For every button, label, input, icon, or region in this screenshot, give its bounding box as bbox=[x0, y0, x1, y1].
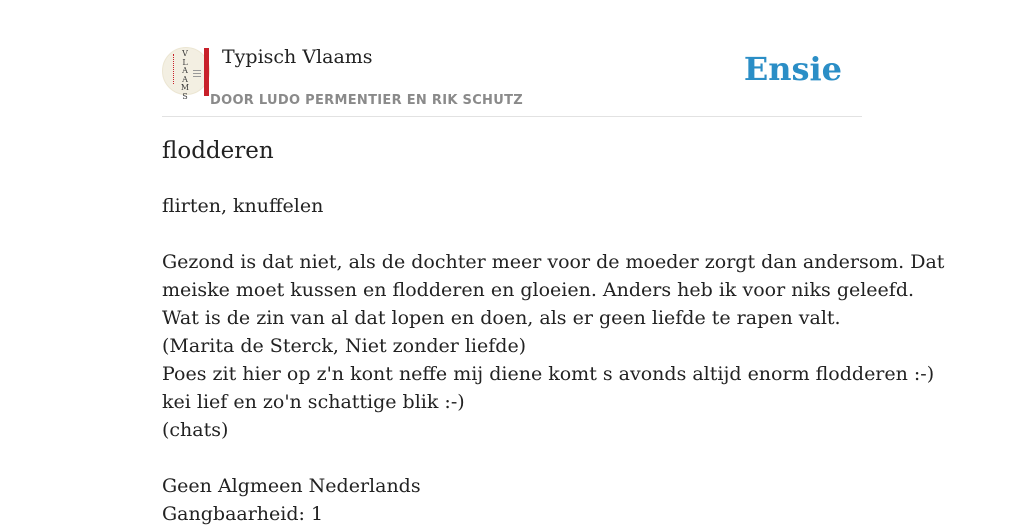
book-cover-icon[interactable] bbox=[162, 47, 210, 101]
example-line: kei lief en zo'n schattige blik :-) bbox=[162, 391, 465, 413]
example-source: (Marita de Sterck, Niet zonder liefde) bbox=[162, 335, 527, 357]
blank-line bbox=[162, 220, 882, 248]
blank-line bbox=[162, 444, 882, 472]
example-line: Wat is de zin van al dat lopen en doen, als er geen liefde te rapen valt. bbox=[162, 307, 841, 329]
example-line: meiske moet kussen en flodderen en gloeien. Anders heb ik voor niks geleefd. bbox=[162, 279, 915, 301]
brand-logo[interactable]: Ensie bbox=[743, 50, 842, 88]
example-source: (chats) bbox=[162, 419, 229, 441]
entry-title: flodderen bbox=[162, 138, 274, 164]
entry-definition: flirten, knuffelen bbox=[162, 195, 324, 217]
frequency-note: Gangbaarheid: 1 bbox=[162, 503, 324, 525]
example-line: Poes zit hier op z'n kont neffe mij diene komt s avonds altijd enorm flodderen :-) bbox=[162, 363, 935, 385]
cover-side-decoration bbox=[173, 54, 177, 84]
byline: DOOR LUDO PERMENTIER EN RIK SCHUTZ bbox=[210, 93, 523, 108]
cover-letters: V L A A M S bbox=[180, 49, 190, 101]
header bbox=[162, 44, 862, 117]
cover-fine-print bbox=[193, 70, 201, 80]
book-title[interactable]: Typisch Vlaams bbox=[222, 46, 373, 68]
usage-note: Geen Algmeen Nederlands bbox=[162, 475, 421, 497]
entry-body bbox=[162, 192, 945, 528]
example-line: Gezond is dat niet, als de dochter meer voor de moeder zorgt dan andersom. Dat bbox=[162, 251, 945, 273]
cover-red-edge bbox=[204, 48, 209, 96]
